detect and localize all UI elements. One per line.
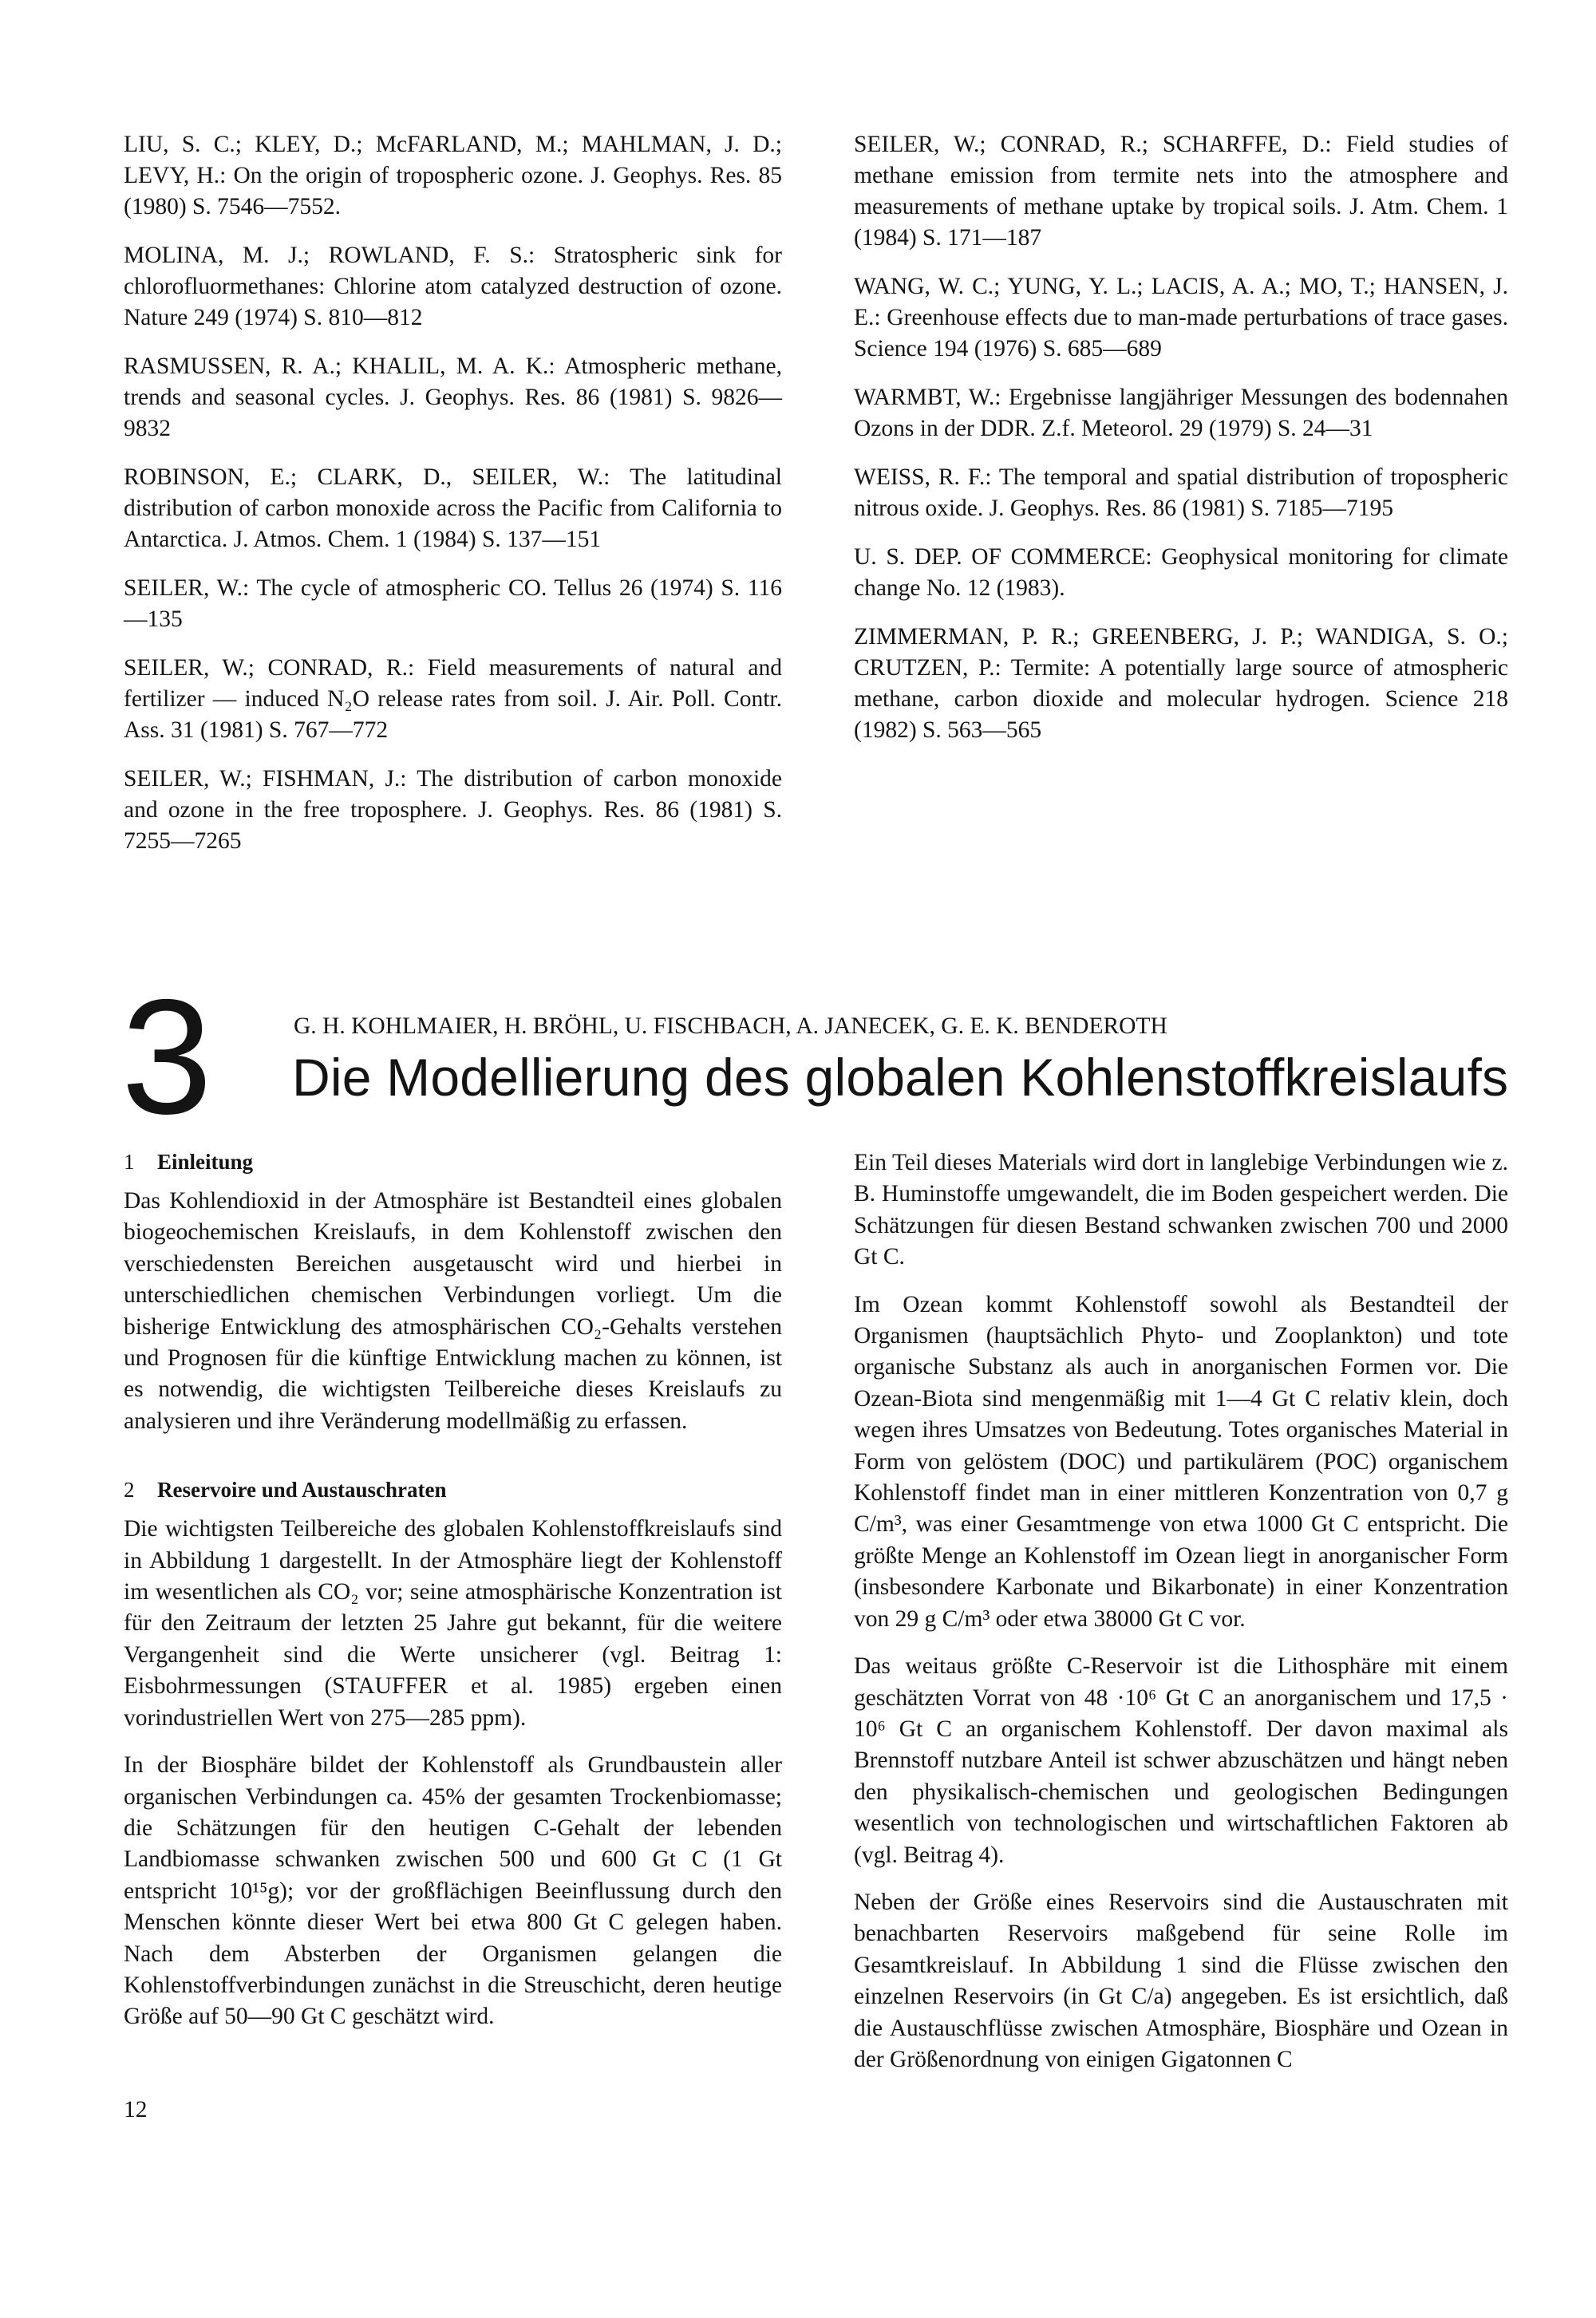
reference-entry: WARMBT, W.: Ergebnisse langjähriger Messungen des bodennahen Ozons in der DDR. Z.f. Meteorol. 29 (1979) S. 24—31 bbox=[854, 385, 1508, 441]
section-number: 1 bbox=[124, 1150, 135, 1174]
paragraph: Die wichtigsten Teilbereiche des globalen Kohlenstoffkreislaufs sind in Abbildung 1 dargestellt. In der Atmosphäre liegt der Kohlenstoff im wesentlichen als CO₂ vor; seine atmosphärische Konzentration ist für den Zeitraum der letzten 25 Jahre gut bekannt, für die weitere Vergangenheit sind die Werte unsicherer (vgl. Beitrag 1: Eisbohrmessungen (STAUFFER et al. 1985) ergeben einen vorindustriellen Wert von 275—285 ppm). bbox=[124, 1516, 782, 1731]
paragraph: Das weitaus größte C-Reservoir ist die Lithosphäre mit einem geschätzten Vorrat von 48 ·10⁶ Gt C an anorganischem und 17,5 · 10⁶ Gt C an organischem Kohlenstoff. Der davon maximal als Brennstoff nutzbare Anteil ist schwer abzuschätzen und hängt neben den physikalisch-chemischen und geologischen Bedingungen wesentlich von technologischen und wirtschaftlichen Faktoren ab (vgl. Beitrag 4). bbox=[854, 1653, 1508, 1868]
reference-entry: LIU, S. C.; KLEY, D.; McFARLAND, M.; MAHLMAN, J. D.; LEVY, H.: On the origin of tropospheric ozone. J. Geophys. Res. 85 (1980) S. 7546—7552. bbox=[124, 132, 782, 219]
paragraph: Neben der Größe eines Reservoirs sind die Austauschraten mit benachbarten Reservoirs maßgebend für seine Rolle im Gesamtkreislauf. In Abbildung 1 sind die Flüsse zwischen den einzelnen Reservoirs (in Gt C/a) angegeben. Es ist ersichtlich, daß die Austauschflüsse zwischen Atmosphäre, Biosphäre und Ozean in der Größenordnung von einigen Gigatonnen C bbox=[854, 1889, 1508, 2072]
reference-entry: RASMUSSEN, R. A.; KHALIL, M. A. K.: Atmospheric methane, trends and seasonal cycles. J. Geophys. Res. 86 (1981) S. 9826—9832 bbox=[124, 353, 782, 441]
body-right-column bbox=[854, 1147, 1508, 2091]
reference-entry: ROBINSON, E.; CLARK, D., SEILER, W.: The latitudinal distribution of carbon monoxide across the Pacific from California to Antarctica. J. Atmos. Chem. 1 (1984) S. 137—151 bbox=[124, 464, 782, 552]
chapter-number: 3 bbox=[121, 966, 213, 1148]
reference-entry: U. S. DEP. OF COMMERCE: Geophysical monitoring for climate change No. 12 (1983). bbox=[854, 544, 1508, 601]
reference-entry: SEILER, W.: The cycle of atmospheric CO. Tellus 26 (1974) S. 116—135 bbox=[124, 575, 782, 632]
reference-entry: SEILER, W.; FISHMAN, J.: The distribution of carbon monoxide and ozone in the free troposphere. J. Geophys. Res. 86 (1981) S. 7255—7265 bbox=[124, 766, 782, 854]
paragraph: Im Ozean kommt Kohlenstoff sowohl als Bestandteil der Organismen (hauptsächlich Phyto- und Zooplankton) und tote organische Substanz als auch in anorganischen Formen vor. Die Ozean-Biota sind mengenmäßig mit 1—4 Gt C relativ klein, doch wegen ihres Umsatzes von Bedeutung. Totes organisches Material in Form von gelöstem (DOC) und partikulärem (POC) organischem Kohlenstoff findet man in einer mittleren Konzentration von 0,7 g C/m³, was einer Gesamtmenge von etwa 1000 Gt C entspricht. Die größte Menge an Kohlenstoff im Ozean liegt in anorganischer Form (insbesondere Karbonate und Bikarbonate) in einer Konzentration von 29 g C/m³ oder etwa 38000 Gt C vor. bbox=[854, 1291, 1508, 1632]
reference-entry: ZIMMERMAN, P. R.; GREENBERG, J. P.; WANDIGA, S. O.; CRUTZEN, P.: Termite: A potentially large source of atmospheric methane, carbon dioxide and molecular hydrogen. Science 218 (1982) S. 563—565 bbox=[854, 624, 1508, 743]
section-heading-2 bbox=[124, 1475, 782, 1504]
paragraph: Ein Teil dieses Materials wird dort in langlebige Verbindungen wie z. B. Huminstoffe umgewandelt, die im Boden gespeichert werden. Die Schätzungen für diesen Bestand schwanken zwischen 700 und 2000 Gt C. bbox=[854, 1150, 1508, 1270]
paragraph: In der Biosphäre bildet der Kohlenstoff als Grundbaustein aller organischen Verbindungen ca. 45% der gesamten Trockenbiomasse; die Schätzungen für den heutigen C-Gehalt der lebenden Landbiomasse schwanken zwischen 500 und 600 Gt C (1 Gt entspricht 10¹⁵g); vor der großflächigen Beeinflussung durch den Menschen könnte dieser Wert bei etwa 800 Gt C gelegen haben. Nach dem Absterben der Organismen gelangen die Kohlenstoffverbindungen zunächst in die Streuschicht, deren heutige Größe auf 50—90 Gt C geschätzt wird. bbox=[124, 1752, 782, 2030]
reference-entry: WEISS, R. F.: The temporal and spatial distribution of tropospheric nitrous oxide. J. Geophys. Res. 86 (1981) S. 7185—7195 bbox=[854, 464, 1508, 521]
page-number: 12 bbox=[124, 2097, 148, 2123]
section-title: Reservoire und Austauschraten bbox=[157, 1478, 447, 1503]
chapter-authors: G. H. KOHLMAIER, H. BRÖHL, U. FISCHBACH, A. JANECEK, G. E. K. BENDEROTH bbox=[294, 1013, 1167, 1039]
section-heading-1 bbox=[124, 1147, 782, 1176]
reference-entry: WANG, W. C.; YUNG, Y. L.; LACIS, A. A.; MO, T.; HANSEN, J. E.: Greenhouse effects due to man-made perturbations of trace gases. Science 194 (1976) S. 685—689 bbox=[854, 274, 1508, 361]
section-title: Einleitung bbox=[157, 1150, 254, 1174]
references-left-column bbox=[124, 129, 782, 875]
reference-entry: MOLINA, M. J.; ROWLAND, F. S.: Stratospheric sink for chlorofluormethanes: Chlorine atom catalyzed destruction of ozone. Nature 249 (1974) S. 810—812 bbox=[124, 243, 782, 330]
paragraph: Das Kohlendioxid in der Atmosphäre ist Bestandteil eines globalen biogeochemischen Kreislaufs, in dem Kohlenstoff zwischen den verschiedensten Bereichen ausgetauscht wird und hierbei in unterschiedlichen chemischen Verbindungen vorliegt. Um die bisherige Entwicklung des atmosphärischen CO₂-Gehalts verstehen und Prognosen für die künftige Entwicklung machen zu können, ist es notwendig, die wichtigsten Teilbereiche dieses Kreislaufs zu analysieren und ihre Veränderung modellmäßig zu erfassen. bbox=[124, 1188, 782, 1434]
references-right-column bbox=[854, 129, 1508, 764]
section-number: 2 bbox=[124, 1478, 135, 1503]
reference-entry: SEILER, W.; CONRAD, R.; SCHARFFE, D.: Field studies of methane emission from termite nets into the atmosphere and measurements of methane uptake by tropical soils. J. Atm. Chem. 1 (1984) S. 171—187 bbox=[854, 132, 1508, 251]
reference-entry: SEILER, W.; CONRAD, R.: Field measurements of natural and fertilizer — induced N₂O release rates from soil. J. Air. Poll. Contr. Ass. 31 (1981) S. 767—772 bbox=[124, 655, 782, 743]
chapter-title: Die Modellierung des globalen Kohlenstoffkreislaufs bbox=[292, 1048, 1509, 1107]
body-left-column bbox=[124, 1147, 782, 2049]
